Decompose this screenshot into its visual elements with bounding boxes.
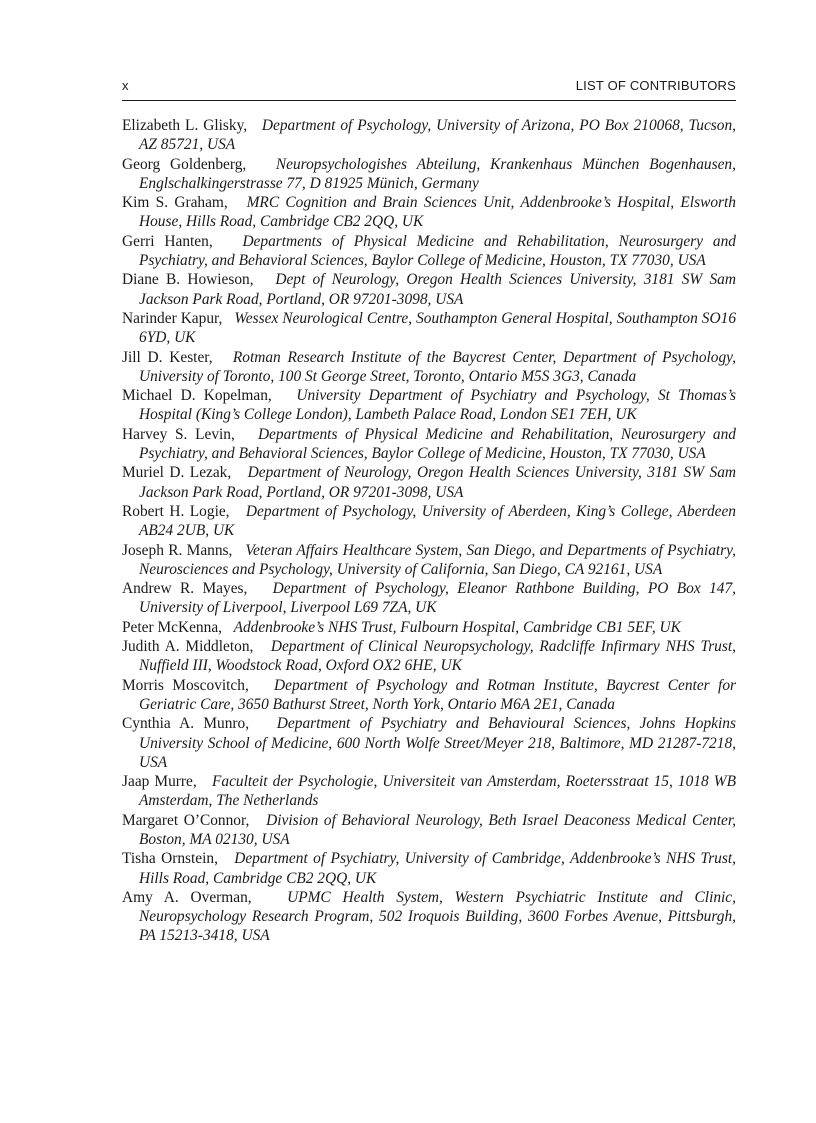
contributor-affiliation: Wessex Neurological Centre, Southampton General Hospital, Southampton SO16 6YD, UK xyxy=(139,309,737,347)
contributor-affiliation: Department of Psychiatry and Behavioural Sciences, Johns Hopkins University School of Medicine, 600 North Wolfe Street/Meyer 218, Baltimore, MD 21287-7218, USA xyxy=(139,715,736,771)
contributor-name: Margaret O’Connor, xyxy=(122,811,250,829)
contributor-affiliation: Departments of Physical Medicine and Rehabilitation, Neurosurgery and Psychiatry, and Behavioral Sciences, Baylor College of Medicine, Houston, TX 77030, USA xyxy=(139,232,736,270)
contributor-name: Peter McKenna, xyxy=(122,618,223,636)
contributor-name: Narinder Kapur, xyxy=(122,309,223,327)
contributor-name: Jaap Murre, xyxy=(122,773,197,791)
contributor-name: Michael D. Kopelman, xyxy=(122,387,272,405)
contributor-affiliation: Department of Clinical Neuropsychology, Radcliffe Infirmary NHS Trust, Nuffield III, Woodstock Road, Oxford OX2 6HE, UK xyxy=(139,638,736,675)
contributor-entry xyxy=(122,270,736,309)
contributor-entry xyxy=(122,618,736,637)
contributor-entry xyxy=(122,348,736,387)
contributor-entry xyxy=(122,849,736,888)
contributor-entry xyxy=(122,888,736,946)
contributor-affiliation: Department of Psychology, University of Aberdeen, King’s College, Aberdeen AB24 2UB, UK xyxy=(139,502,736,540)
contributor-list xyxy=(122,116,736,946)
contributor-name: Harvey S. Levin, xyxy=(122,425,235,443)
contributor-affiliation: Division of Behavioral Neurology, Beth Israel Deaconess Medical Center, Boston, MA 02130, USA xyxy=(139,811,736,848)
contributor-entry xyxy=(122,116,736,155)
contributor-name: Jill D. Kester, xyxy=(122,348,213,366)
contributor-name: Gerri Hanten, xyxy=(122,232,213,250)
contributor-name: Georg Goldenberg, xyxy=(122,155,247,173)
contributor-name: Amy A. Overman, xyxy=(122,888,252,906)
contributor-affiliation: Department of Psychology, University of Arizona, PO Box 210068, Tucson, AZ 85721, USA xyxy=(139,117,736,154)
contributor-name: Robert H. Logie, xyxy=(122,502,230,520)
contributor-name: Morris Moscovitch, xyxy=(122,676,249,694)
contributor-affiliation: UPMC Health System, Western Psychiatric Institute and Clinic, Neuropsychology Research Program, 502 Iroquois Building, 3600 Forbes Avenue, Pittsburgh, PA 15213-3418, USA xyxy=(139,888,736,945)
contributor-entry xyxy=(122,193,736,232)
contributor-entry xyxy=(122,232,736,271)
contributor-name: Tisha Ornstein, xyxy=(122,850,218,868)
contributor-affiliation: MRC Cognition and Brain Sciences Unit, Addenbrooke’s Hospital, Elsworth House, Hills Road, Cambridge CB2 2QQ, UK xyxy=(139,194,736,231)
contributor-affiliation: University Department of Psychiatry and Psychology, St Thomas’s Hospital (King’s College London), Lambeth Palace Road, London SE1 7EH, UK xyxy=(139,387,737,424)
contributor-affiliation: Veteran Affairs Healthcare System, San Diego, and Departments of Psychiatry, Neurosciences and Psychology, University of California, San Diego, CA 92161, USA xyxy=(139,541,736,578)
page-number: x xyxy=(122,78,129,93)
contributor-entry xyxy=(122,637,736,676)
contributor-name: Joseph R. Manns, xyxy=(122,541,233,559)
contributor-affiliation: Rotman Research Institute of the Baycrest Center, Department of Psychology, University of Toronto, 100 St George Street, Toronto, Ontario M5S 3G3, Canada xyxy=(139,348,737,385)
contributor-entry xyxy=(122,463,736,502)
contributor-entry xyxy=(122,502,736,541)
contributor-affiliation: Neuropsychologishes Abteilung, Krankenhaus München Bogenhausen, Englschalkingerstrasse 77, D 81925 Münich, Germany xyxy=(139,155,736,192)
contributor-entry xyxy=(122,541,736,580)
contributor-affiliation: Department of Psychiatry, University of Cambridge, Addenbrooke’s NHS Trust, Hills Road, Cambridge CB2 2QQ, UK xyxy=(139,850,736,887)
contributor-entry xyxy=(122,155,736,194)
contributor-entry xyxy=(122,811,736,850)
contributor-name: Andrew R. Mayes, xyxy=(122,580,248,598)
contributor-entry xyxy=(122,676,736,715)
contributor-affiliation: Addenbrooke’s NHS Trust, Fulbourn Hospital, Cambridge CB1 5EF, UK xyxy=(233,618,681,636)
contributor-name: Kim S. Graham, xyxy=(122,194,228,212)
contributor-affiliation: Dept of Neurology, Oregon Health Sciences University, 3181 SW Sam Jackson Park Road, Portland, OR 97201-3098, USA xyxy=(139,271,736,308)
contributor-affiliation: Faculteit der Psychologie, Universiteit van Amsterdam, Roetersstraat 15, 1018 WB Amsterdam, The Netherlands xyxy=(139,773,737,810)
contributor-name: Cynthia A. Munro, xyxy=(122,715,250,733)
contributor-entry xyxy=(122,772,736,811)
contributor-name: Diane B. Howieson, xyxy=(122,271,254,289)
contributor-affiliation: Department of Neurology, Oregon Health Sciences University, 3181 SW Sam Jackson Park Road, Portland, OR 97201-3098, USA xyxy=(139,464,737,501)
contributor-name: Elizabeth L. Glisky, xyxy=(122,117,248,134)
contributor-entry xyxy=(122,309,736,348)
running-title: LIST OF CONTRIBUTORS xyxy=(575,78,736,93)
contributor-name: Muriel D. Lezak, xyxy=(122,464,232,482)
contributor-affiliation: Departments of Physical Medicine and Rehabilitation, Neurosurgery and Psychiatry, and Behavioral Sciences, Baylor College of Medicine, Houston, TX 77030, USA xyxy=(139,425,736,463)
contributor-entry xyxy=(122,386,736,425)
contributor-name: Judith A. Middleton, xyxy=(122,638,254,656)
contributor-entry xyxy=(122,579,736,618)
contributor-entry xyxy=(122,714,736,772)
contributor-affiliation: Department of Psychology, Eleanor Rathbone Building, PO Box 147, University of Liverpool, Liverpool L69 7ZA, UK xyxy=(139,580,737,617)
contributor-entry xyxy=(122,425,736,464)
contributor-affiliation: Department of Psychology and Rotman Institute, Baycrest Center for Geriatric Care, 3650 Bathurst Street, North York, Ontario M6A 2E1, Canada xyxy=(139,676,736,713)
running-header xyxy=(122,76,736,101)
